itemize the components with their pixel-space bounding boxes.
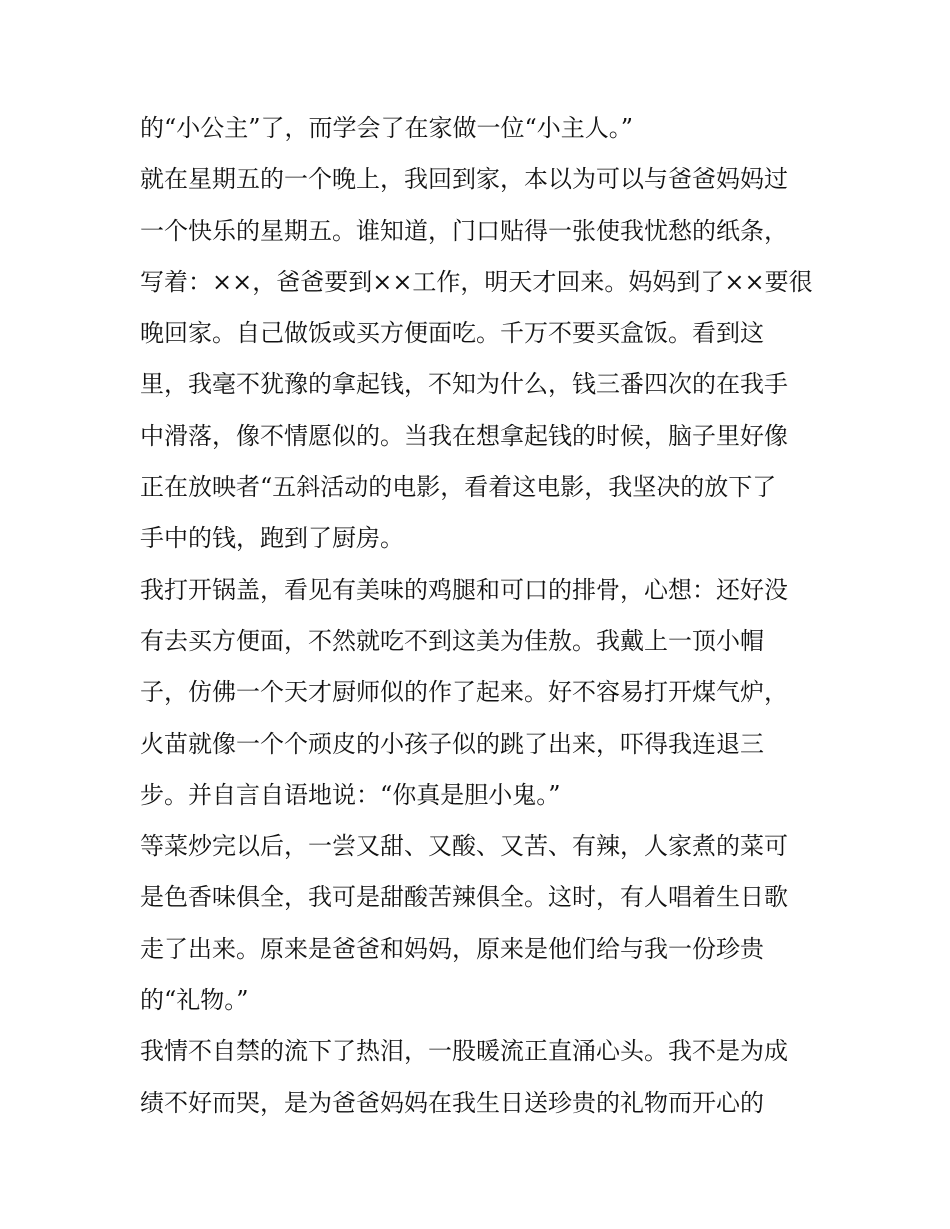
- text-line: 子，仿佛一个天才厨师似的作了起来。好不容易打开煤气炉，: [140, 678, 788, 707]
- text-line: 火苗就像一个个顽皮的小孩子似的跳了出来，吓得我连退三: [140, 729, 764, 758]
- text-line: 有去买方便面，不然就吃不到这美为佳敖。我戴上一顶小帽: [140, 626, 764, 655]
- text-line: 步。并自言自语地说：“你真是胆小鬼。”: [140, 780, 561, 809]
- text-line: 是色香味俱全，我可是甜酸苦辣俱全。这时，有人唱着生日歌: [140, 883, 788, 912]
- text-line: 写着：××，爸爸要到××工作，明天才回来。妈妈到了××要很: [140, 267, 813, 296]
- text-line: 的“礼物。”: [140, 986, 249, 1015]
- text-line: 正在放映者“五斜活动的电影，看着这电影，我坚决的放下了: [140, 473, 777, 502]
- text-line: 我打开锅盖，看见有美味的鸡腿和可口的排骨，心想：还好没: [140, 575, 788, 604]
- text-line: 晚回家。自己做饭或买方便面吃。千万不要买盒饭。看到这: [140, 319, 764, 348]
- text-line: 中滑落，像不情愿似的。当我在想拿起钱的时候，脑子里好像: [140, 421, 788, 450]
- text-line: 等菜炒完以后，一尝又甜、又酸、又苦、有辣，人家煮的菜可: [140, 832, 788, 861]
- text-line: 里，我毫不犹豫的拿起钱，不知为什么，钱三番四次的在我手: [140, 370, 788, 399]
- text-line: 的“小公主”了，而学会了在家做一位“小主人。”: [140, 114, 634, 142]
- text-line: 走了出来。原来是爸爸和妈妈，原来是他们给与我一份珍贵: [140, 934, 764, 963]
- text-line: 手中的钱，跑到了厨房。: [140, 524, 404, 553]
- text-line: 就在星期五的一个晚上，我回到家，本以为可以与爸爸妈妈过: [140, 165, 788, 194]
- text-line: 绩不好而哭，是为爸爸妈妈在我生日送珍贵的礼物而开心的: [140, 1088, 764, 1117]
- text-line: 一个快乐的星期五。谁知道，门口贴得一张使我忧愁的纸条，: [140, 216, 788, 245]
- body-text: [140, 103, 820, 1129]
- text-line: 我情不自禁的流下了热泪，一股暖流正直涌心头。我不是为成: [140, 1037, 788, 1066]
